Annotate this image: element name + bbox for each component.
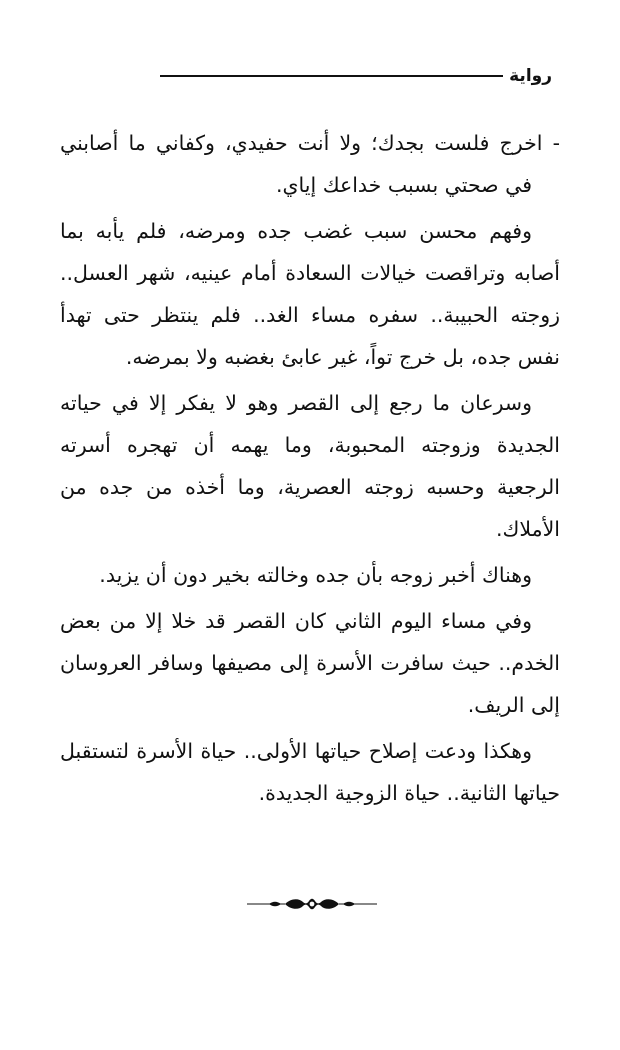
paragraph-dialogue: - اخرج فلست بجدك؛ ولا أنت حفيدي، وكفاني ما أصابني في صحتي بسبب خداعك إياي. — [60, 131, 560, 197]
paragraph: وفي مساء اليوم الثاني كان القصر قد خلا إلا من بعض الخدم.. حيث سافرت الأسرة إلى مصيفها وسافر العروسان إلى الريف. — [60, 609, 560, 717]
page-header — [160, 62, 552, 90]
paragraph: وفهم محسن سبب غضب جده ومرضه، فلم يأبه بما أصابه وتراقصت خيالات السعادة أمام عينيه، شهر العسل.. زوجته الحبيبة.. سفره مساء الغد.. فلم ينتظر حتى تهدأ نفس جده، بل خرج تواً، غير عابئ بغضبه ولا بمرضه. — [60, 219, 560, 369]
body-text — [60, 122, 560, 818]
header-rule — [160, 75, 503, 77]
running-title: رواية — [509, 66, 552, 86]
paragraph: وهكذا ودعت إصلاح حياتها الأولى.. حياة الأسرة لتستقبل حياتها الثانية.. حياة الزوجية الجديدة. — [60, 739, 560, 805]
decorative-flourish-icon — [245, 893, 379, 915]
paragraph: وهناك أخبر زوجه بأن جده وخالته بخير دون أن يزيد. — [99, 563, 532, 587]
paragraph: وسرعان ما رجع إلى القصر وهو لا يفكر إلا في حياته الجديدة وزوجته المحبوبة، وما يهمه أن تهجره أسرته الرجعية وحسبه زوجته العصرية، وما أخذه من جده من الأملاك. — [60, 391, 560, 541]
